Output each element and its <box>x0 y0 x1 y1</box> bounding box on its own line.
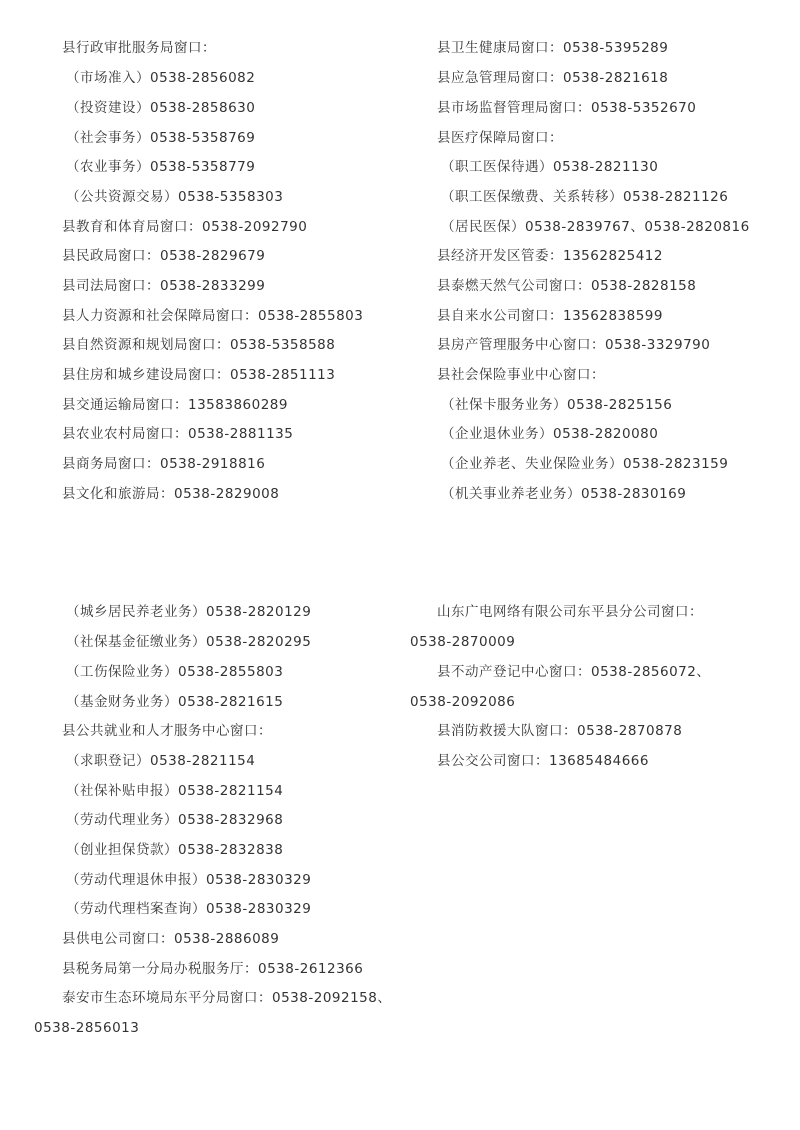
directory-line: 县市场监督管理局窗口：0538-5352670 <box>437 100 697 116</box>
directory-line: 县供电公司窗口：0538-2886089 <box>62 931 280 947</box>
directory-line: （劳动代理业务）0538-2832968 <box>66 812 284 828</box>
directory-line: 县消防救援大队窗口：0538-2870878 <box>437 723 683 739</box>
directory-line: 0538-2870009 <box>410 634 516 650</box>
directory-line: 泰安市生态环境局东平分局窗口：0538-2092158、 <box>62 990 392 1006</box>
directory-line: （基金财务业务）0538-2821615 <box>66 694 284 710</box>
directory-line: （市场准入）0538-2856082 <box>66 70 256 86</box>
directory-line: 县农业农村局窗口：0538-2881135 <box>62 426 294 442</box>
directory-line: （劳动代理退休申报）0538-2830329 <box>66 872 312 888</box>
directory-line: （企业退休业务）0538-2820080 <box>441 426 659 442</box>
directory-line: 县公共就业和人才服务中心窗口： <box>62 723 272 739</box>
directory-line: 县不动产登记中心窗口：0538-2856072、 <box>437 664 711 680</box>
directory-line: （职工医保待遇）0538-2821130 <box>441 159 659 175</box>
directory-line: 县应急管理局窗口：0538-2821618 <box>437 70 669 86</box>
directory-line: （农业事务）0538-5358779 <box>66 159 256 175</box>
directory-line: （创业担保贷款）0538-2832838 <box>66 842 284 858</box>
directory-line: 县人力资源和社会保障局窗口：0538-2855803 <box>62 308 364 324</box>
directory-line: 县社会保险事业中心窗口： <box>437 367 605 383</box>
directory-line: 县公交公司窗口：13685484666 <box>437 753 649 769</box>
directory-line: 县房产管理服务中心窗口：0538-3329790 <box>437 337 711 353</box>
directory-line: （社保补贴申报）0538-2821154 <box>66 783 284 799</box>
directory-line: 县交通运输局窗口：13583860289 <box>62 397 288 413</box>
directory-line: （公共资源交易）0538-5358303 <box>66 189 284 205</box>
directory-line: 山东广电网络有限公司东平县分公司窗口： <box>437 604 703 620</box>
directory-line: （机关事业养老业务）0538-2830169 <box>441 486 687 502</box>
directory-line: 县自然资源和规划局窗口：0538-5358588 <box>62 337 336 353</box>
directory-line: 县文化和旅游局：0538-2829008 <box>62 486 280 502</box>
directory-line: （社保基金征缴业务）0538-2820295 <box>66 634 312 650</box>
directory-line: （企业养老、失业保险业务）0538-2823159 <box>441 456 729 472</box>
directory-line: 县商务局窗口：0538-2918816 <box>62 456 266 472</box>
directory-line: 县卫生健康局窗口：0538-5395289 <box>437 40 669 56</box>
directory-line: 0538-2856013 <box>34 1020 140 1036</box>
directory-line: 县税务局第一分局办税服务厅：0538-2612366 <box>62 961 364 977</box>
directory-line: 县司法局窗口：0538-2833299 <box>62 278 266 294</box>
directory-line: （投资建设）0538-2858630 <box>66 100 256 116</box>
directory-line: （社保卡服务业务）0538-2825156 <box>441 397 673 413</box>
directory-line: （工伤保险业务）0538-2855803 <box>66 664 284 680</box>
directory-line: 县民政局窗口：0538-2829679 <box>62 248 266 264</box>
directory-line: 县自来水公司窗口：13562838599 <box>437 308 663 324</box>
directory-line: （求职登记）0538-2821154 <box>66 753 256 769</box>
directory-line: 县泰燃天然气公司窗口：0538-2828158 <box>437 278 697 294</box>
bottom-right-column <box>0 602 800 782</box>
directory-line: 县经济开发区管委：13562825412 <box>437 248 663 264</box>
directory-line: 县教育和体育局窗口：0538-2092790 <box>62 219 308 235</box>
directory-line: （劳动代理档案查询）0538-2830329 <box>66 901 312 917</box>
directory-line: （职工医保缴费、关系转移）0538-2821126 <box>441 189 729 205</box>
directory-line: 县行政审批服务局窗口： <box>62 40 216 56</box>
directory-line: （居民医保）0538-2839767、0538-2820816 <box>441 219 750 235</box>
directory-line: （城乡居民养老业务）0538-2820129 <box>66 604 312 620</box>
directory-line: 县医疗保障局窗口： <box>437 130 563 146</box>
directory-line: 县住房和城乡建设局窗口：0538-2851113 <box>62 367 336 383</box>
directory-line: （社会事务）0538-5358769 <box>66 130 256 146</box>
top-right-column <box>0 38 800 508</box>
directory-line: 0538-2092086 <box>410 694 516 710</box>
